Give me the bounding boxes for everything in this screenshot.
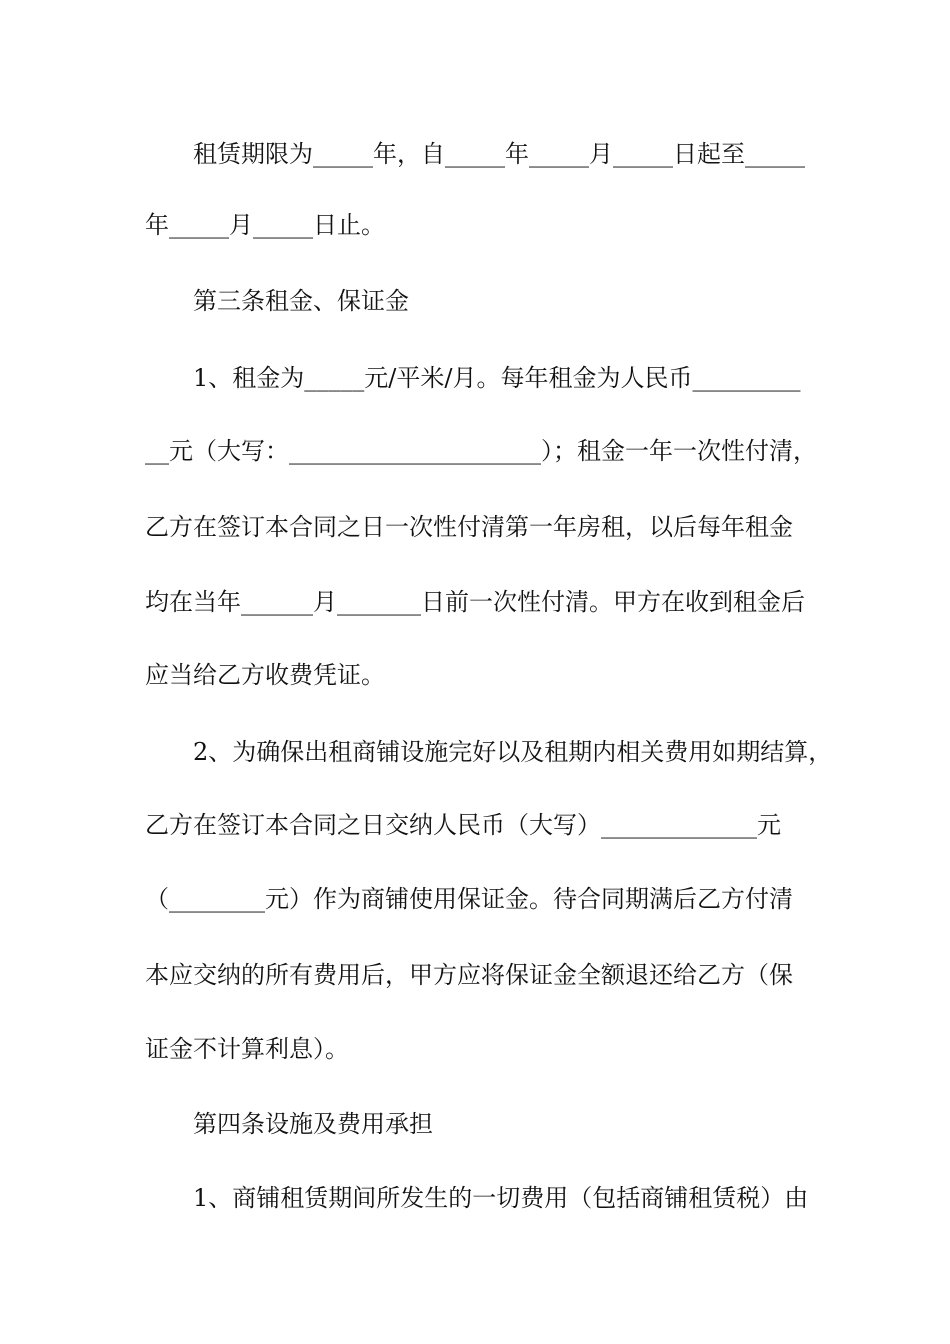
article-three-heading: 第三条租金、保证金 [193, 287, 409, 315]
rent-clause-line-5: 应当给乙方收费凭证。 [145, 661, 385, 689]
deposit-clause-line-4: 本应交纳的所有费用后，甲方应将保证金全额退还给乙方（保 [145, 961, 793, 989]
deposit-clause-line-3: （________元）作为商铺使用保证金。待合同期满后乙方付清 [145, 885, 793, 913]
rent-clause-line-4: 均在当年______月_______日前一次性付清。甲方在收到租金后 [145, 588, 805, 616]
article-four-heading: 第四条设施及费用承担 [193, 1110, 433, 1138]
rent-clause-line-1: 1、租金为_____元/平米/月。每年租金为人民币_________ [193, 364, 801, 392]
deposit-clause-line-5: 证金不计算利息）。 [145, 1035, 349, 1063]
deposit-clause-line-1: 2、为确保出租商铺设施完好以及租期内相关费用如期结算， [193, 738, 833, 766]
rent-clause-line-3: 乙方在签订本合同之日一次性付清第一年房租，以后每年租金 [145, 513, 793, 541]
rent-clause-line-2: __元（大写：_____________________）；租金一年一次性付清， [145, 437, 817, 465]
facilities-clause-line-1: 1、商铺租赁期间所发生的一切费用（包括商铺租赁税）由 [193, 1184, 809, 1212]
deposit-clause-line-2: 乙方在签订本合同之日交纳人民币（大写）_____________元 [145, 811, 781, 839]
lease-term-end-line: 年_____月_____日止。 [145, 211, 385, 239]
lease-term-line: 租赁期限为_____年，自_____年_____月_____日起至_____ [193, 140, 805, 168]
